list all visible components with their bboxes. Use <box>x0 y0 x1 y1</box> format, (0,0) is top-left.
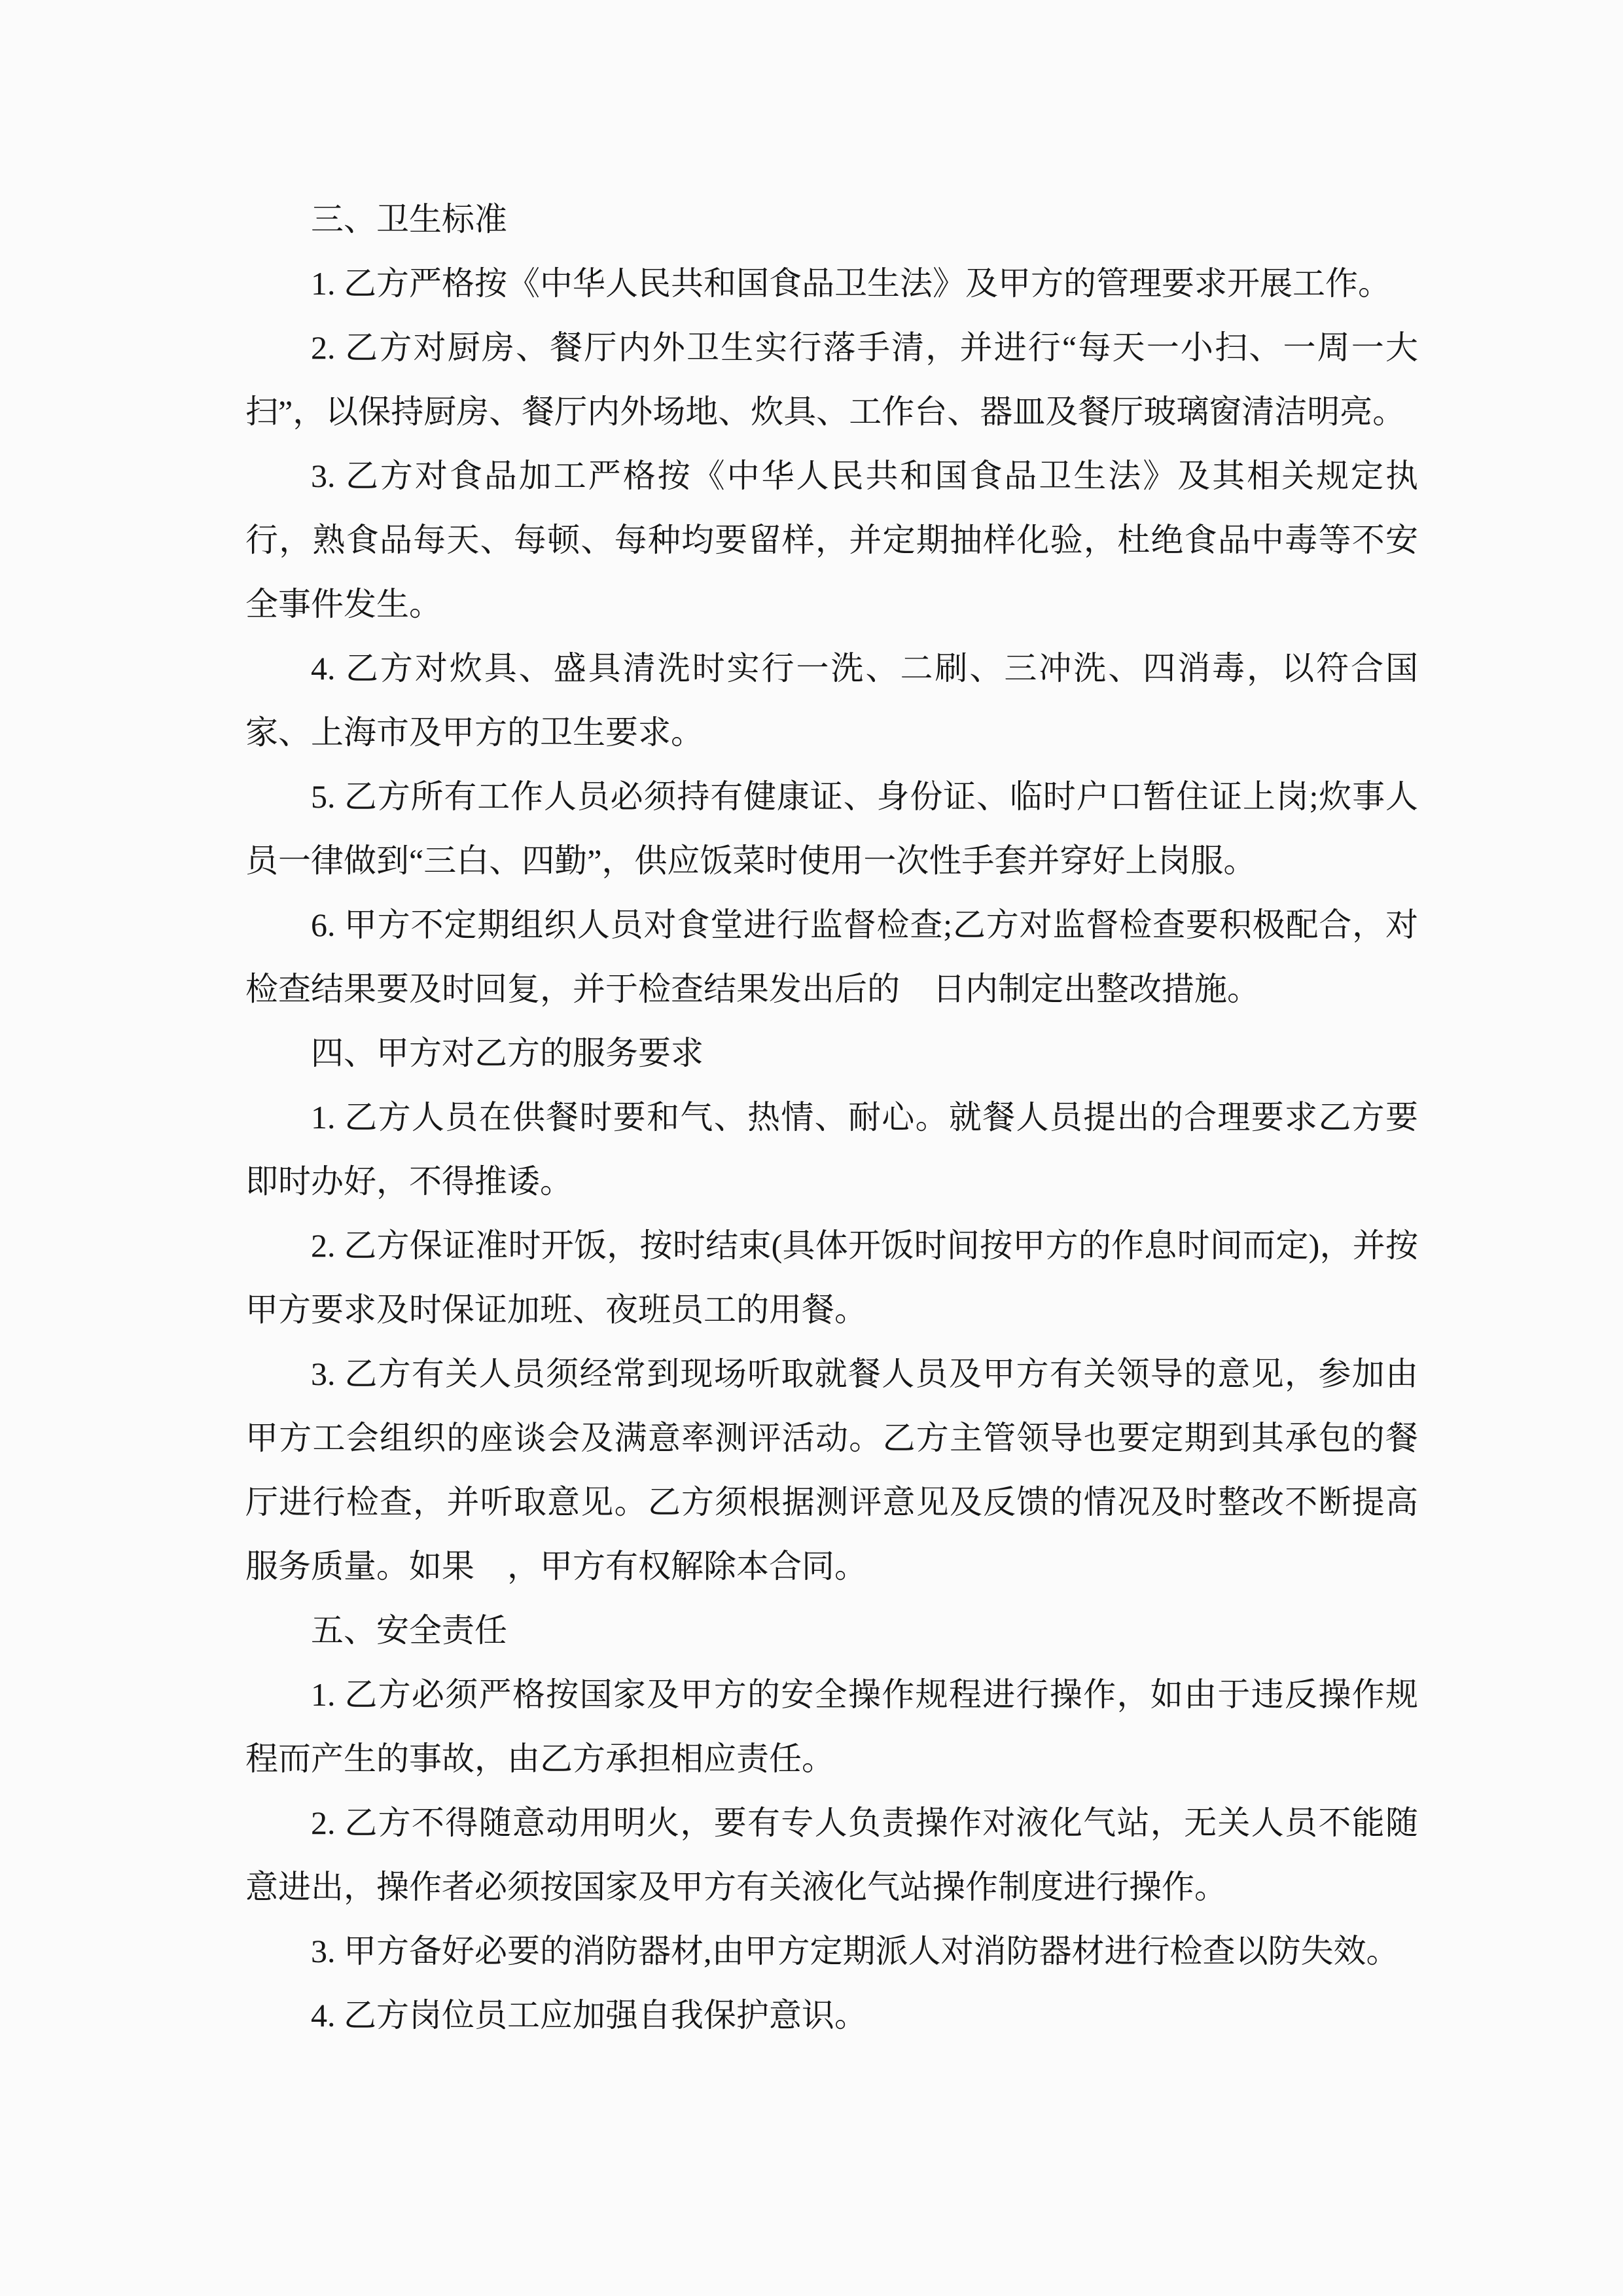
paragraph: 2. 乙方不得随意动用明火，要有专人负责操作对液化气站，无关人员不能随意进出，操作者必须按国家及甲方有关液化气站操作制度进行操作。 <box>245 1804 1418 1905</box>
paragraph: 6. 甲方不定期组织人员对食堂进行监督检查;乙方对监督检查要积极配合，对检查结果要及时回复，并于检查结果发出后的 日内制定出整改措施。 <box>245 906 1418 1007</box>
paragraph: 3. 乙方对食品加工严格按《中华人民共和国食品卫生法》及其相关规定执行，熟食品每天、每顿、每种均要留样，并定期抽样化验，杜绝食品中毒等不安全事件发生。 <box>245 457 1418 622</box>
paragraph: 1. 乙方严格按《中华人民共和国食品卫生法》及甲方的管理要求开展工作。 <box>311 265 1391 302</box>
section-heading-hygiene-standards: 三、卫生标准 <box>311 201 507 238</box>
paragraph: 5. 乙方所有工作人员必须持有健康证、身份证、临时户口暂住证上岗;炊事人员一律做到“三白、四勤”，供应饭菜时使用一次性手套并穿好上岗服。 <box>245 778 1418 879</box>
paragraph: 4. 乙方岗位员工应加强自我保护意识。 <box>311 1997 867 2034</box>
paragraph: 2. 乙方对厨房、餐厅内外卫生实行落手清，并进行“每天一小扫、一周一大扫”，以保持厨房、餐厅内外场地、炊具、工作台、器皿及餐厅玻璃窗清洁明亮。 <box>245 329 1418 430</box>
paragraph: 3. 甲方备好必要的消防器材,由甲方定期派人对消防器材进行检查以防失效。 <box>311 1933 1399 1969</box>
paragraph: 1. 乙方人员在供餐时要和气、热情、耐心。就餐人员提出的合理要求乙方要即时办好，不得推诿。 <box>245 1099 1418 1200</box>
paragraph: 4. 乙方对炊具、盛具清洗时实行一洗、二刷、三冲洗、四消毒，以符合国家、上海市及甲方的卫生要求。 <box>245 650 1418 751</box>
paragraph: 3. 乙方有关人员须经常到现场听取就餐人员及甲方有关领导的意见，参加由甲方工会组织的座谈会及满意率测评活动。乙方主管领导也要定期到其承包的餐厅进行检查，并听取意见。乙方须根据测评意见及反馈的情况及时整改不断提高服务质量。如果 ，甲方有权解除本合同。 <box>245 1355 1418 1585</box>
paragraph: 2. 乙方保证准时开饭，按时结束(具体开饭时间按甲方的作息时间而定)，并按甲方要求及时保证加班、夜班员工的用餐。 <box>245 1227 1418 1328</box>
section-heading-safety-responsibility: 五、安全责任 <box>311 1612 507 1649</box>
section-heading-service-requirements: 四、甲方对乙方的服务要求 <box>311 1035 704 1071</box>
paragraph: 1. 乙方必须严格按国家及甲方的安全操作规程进行操作，如由于违反操作规程而产生的事故，由乙方承担相应责任。 <box>245 1676 1418 1777</box>
document-content <box>245 187 1418 2047</box>
